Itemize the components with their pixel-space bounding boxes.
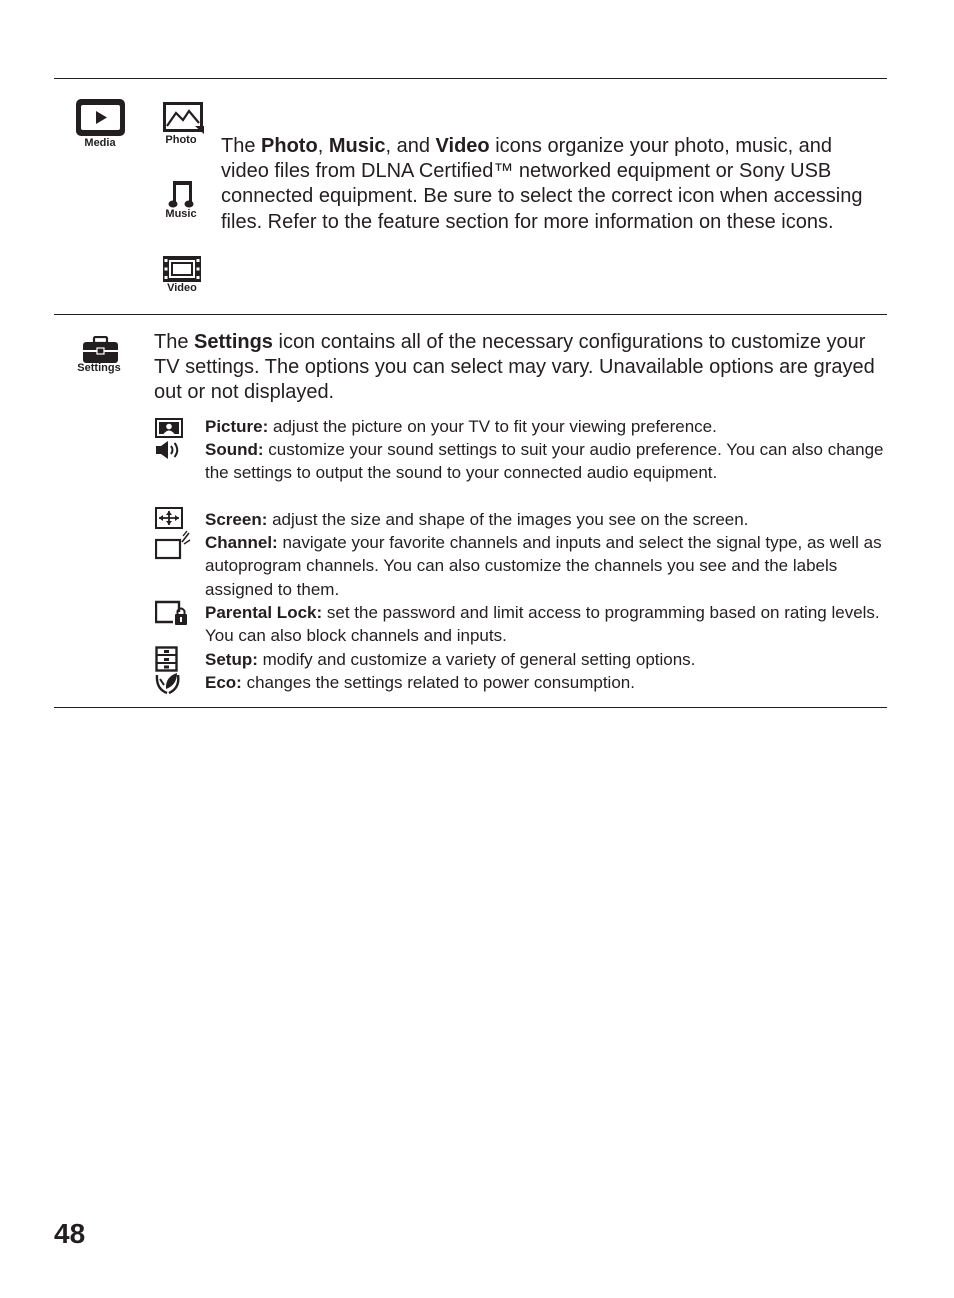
setup-title: Setup:: [205, 650, 258, 669]
eco-title: Eco:: [205, 673, 242, 692]
picture-title: Picture:: [205, 417, 269, 436]
bottom-divider: [54, 707, 887, 708]
sound-icon: [155, 440, 183, 465]
sound-text: customize your sound settings to suit your audio preference. You can also change the settings to output the sound to your connected audio equipment.: [205, 440, 884, 483]
settings-desc-text-2: icon contains all of the necessary configurations to customize your TV settings. The options you can select may vary. Unavailable options are grayed out or not displayed.: [154, 331, 875, 404]
settings-item-eco: [205, 671, 885, 694]
settings-desc-settings: Settings: [194, 331, 273, 353]
media-label: Media: [84, 137, 116, 149]
settings-item-picture: [205, 415, 885, 438]
settings-item-channel: [205, 531, 885, 601]
media-description: [221, 134, 885, 235]
media-desc-music: Music: [328, 135, 386, 157]
eco-icon: [155, 671, 181, 700]
photo-label: Photo: [165, 134, 197, 146]
picture-text: adjust the picture on your TV to fit your viewing preference.: [268, 417, 717, 436]
media-desc-video: Video: [435, 135, 490, 157]
media-icon: [76, 99, 125, 141]
sound-title: Sound:: [205, 440, 264, 459]
parental-lock-icon: [155, 600, 189, 631]
media-desc-text-1: The: [221, 135, 262, 157]
screen-title: Screen:: [205, 510, 268, 529]
middle-divider: [54, 314, 887, 315]
setup-text: modify and customize a variety of general setting options.: [257, 650, 696, 669]
parental-lock-title: Parental Lock:: [205, 603, 323, 622]
settings-description: [154, 330, 886, 406]
settings-label: Settings: [77, 362, 121, 374]
settings-item-screen: [205, 508, 885, 531]
settings-item-sound: [205, 438, 885, 485]
channel-icon: [155, 530, 191, 565]
eco-text: changes the settings related to power consumption.: [241, 673, 635, 692]
media-desc-text-2: ,: [317, 135, 329, 157]
settings-desc-text-1: The: [154, 331, 195, 353]
media-desc-text-3: , and: [385, 135, 436, 157]
channel-title: Channel:: [205, 533, 278, 552]
video-label: Video: [167, 282, 197, 294]
settings-item-setup: [205, 648, 885, 671]
channel-text: navigate your favorite channels and inputs and select the signal type, as well as autoprogram channels. You can also customize the channels you see and the labels assigned to them.: [205, 533, 882, 599]
page-number: 48: [54, 1218, 86, 1249]
media-desc-photo: Photo: [261, 135, 318, 157]
settings-item-parental-lock: [205, 601, 885, 648]
parental-lock-text: set the password and limit access to programming based on rating levels. You can also block channels and inputs.: [205, 603, 880, 646]
music-label: Music: [165, 208, 197, 220]
screen-text: adjust the size and shape of the images you see on the screen.: [267, 510, 749, 529]
top-divider: [54, 78, 887, 79]
media-desc-text-4: icons organize your photo, music, and video files from DLNA Certified™ networked equipment or Sony USB connected equipment. Be sure to select the correct icon when accessing files. Refer to the feature section for more information on these icons.: [221, 135, 863, 233]
